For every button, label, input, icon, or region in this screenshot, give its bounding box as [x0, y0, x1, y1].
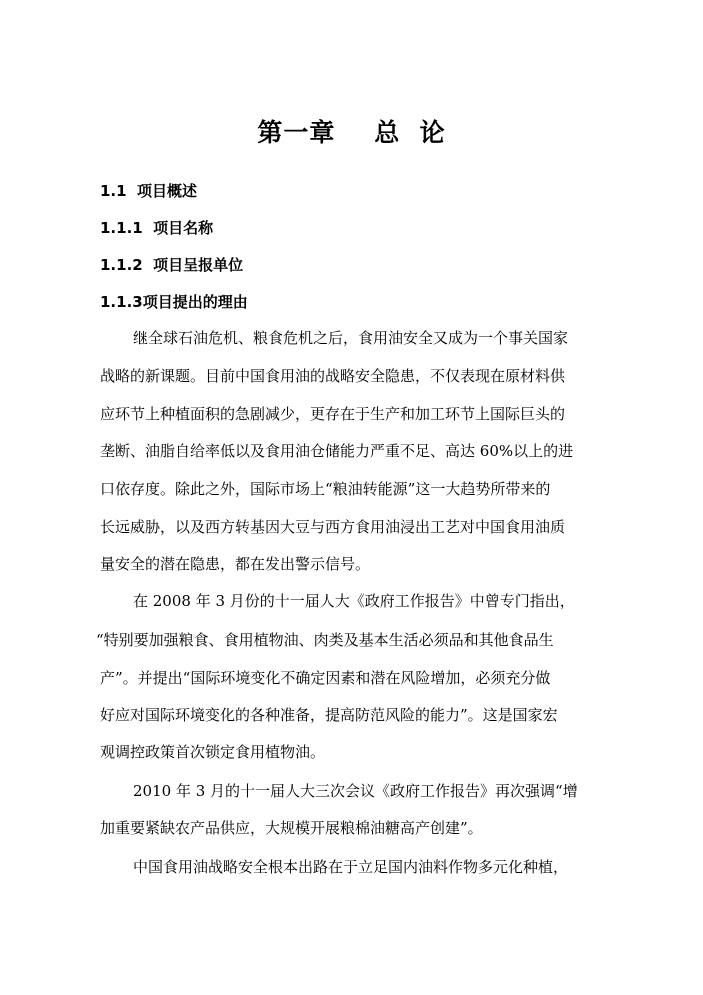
- section-heading-1-1-1: 1.1.1 项目名称: [100, 219, 214, 237]
- paragraph-2-line-4: 好应对国际环境变化的各种准备，提高防范风险的能力”。这是国家宏: [100, 706, 558, 724]
- paragraph-2-line-2: “特别要加强粮食、食用植物油、肉类及基本生活必须品和其他食品生: [96, 631, 554, 649]
- paragraph-1-line-5: 口依存度。除此之外，国际市场上“粮油转能源”这一大趋势所带来的: [100, 480, 551, 498]
- paragraph-2-line-3: 产”。并提出“国际环境变化不确定因素和潜在风险增加，必须充分做: [100, 669, 551, 687]
- paragraph-1-line-1: 继全球石油危机、粮食危机之后，食用油安全又成为一个事关国家: [133, 329, 569, 347]
- paragraph-2-line-5: 观调控政策首次锁定食用植物油。: [100, 743, 326, 761]
- paragraph-1-line-3: 应环节上种植面积的急剧减少，更存在于生产和加工环节上国际巨头的: [100, 405, 566, 423]
- paragraph-1-line-4: 垄断、油脂自给率低以及食用油仓储能力严重不足、高达 60%以上的进: [100, 442, 574, 460]
- chapter-title: 第一章 总 论: [257, 118, 446, 147]
- section-heading-1-1-3: 1.1.3项目提出的理由: [100, 293, 248, 311]
- paragraph-2-line-1: 在 2008 年 3 月份的十一届人大《政府工作报告》中曾专门指出，: [133, 592, 575, 610]
- paragraph-3-line-2: 加重要紧缺农产品供应，大规模开展粮棉油糖高产创建”。: [100, 819, 483, 837]
- section-heading-1-1-2: 1.1.2 项目呈报单位: [100, 256, 244, 274]
- section-heading-1-1: 1.1 项目概述: [100, 182, 198, 200]
- paragraph-1-line-2: 战略的新课题。目前中国食用油的战略安全隐患，不仅表现在原材料供: [100, 367, 566, 385]
- paragraph-1-line-6: 长远威胁，以及西方转基因大豆与西方食用油浸出工艺对中国食用油质: [100, 518, 566, 536]
- paragraph-4-line-1: 中国食用油战略安全根本出路在于立足国内油料作物多元化种植，: [133, 858, 569, 876]
- paragraph-1-line-7: 量安全的潜在隐患，都在发出警示信号。: [100, 555, 371, 573]
- paragraph-3-line-1: 2010 年 3 月的十一届人大三次会议《政府工作报告》再次强调“增: [133, 782, 578, 800]
